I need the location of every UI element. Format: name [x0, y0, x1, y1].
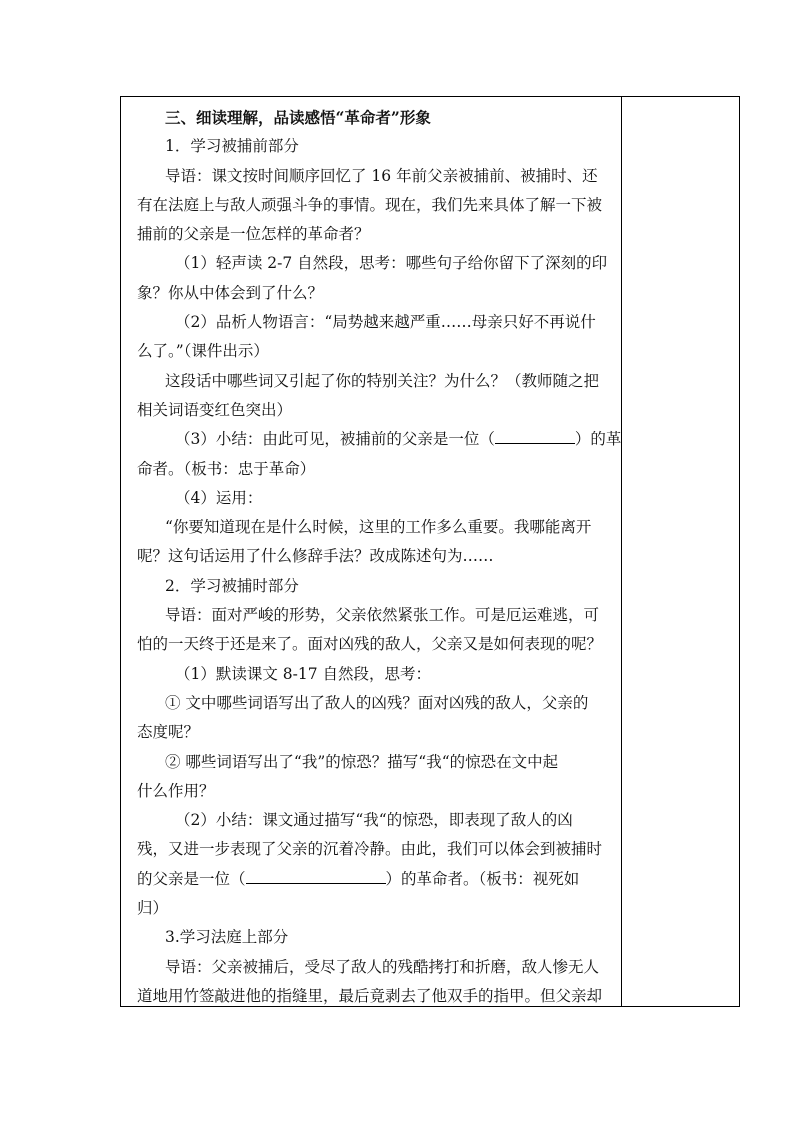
paragraph-line: 态度呢？: [137, 723, 200, 742]
paragraph-line: ② 哪些词语写出了“我”的惊恐？描写“我“的惊恐在文中起: [165, 752, 559, 771]
paragraph-line: 残，又进一步表现了父亲的沉着冷静。由此，我们可以体会到被捕时: [137, 840, 603, 859]
paragraph-line: “你要知道现在是什么时候，这里的工作多么重要。我哪能离开: [165, 518, 592, 537]
fill-blank-line: [137, 865, 619, 894]
paragraph-line: 怕的一天终于还是来了。面对凶残的敌人，父亲又是如何表现的呢？: [137, 635, 603, 654]
paragraph-line: 这段话中哪些词又引起了你的特别关注？为什么？（教师随之把: [165, 371, 600, 390]
blank-suffix: ）的革: [574, 430, 622, 449]
paragraph-line: （1）轻声读 2-7 自然段，思考：哪些句子给你留下了深刻的印: [175, 254, 608, 273]
paragraph-line: ① 文中哪些词语写出了敌人的凶残？面对凶残的敌人，父亲的: [165, 693, 589, 712]
paragraph-line: 什么作用？: [137, 781, 215, 800]
paragraph-line: 有在法庭上与敌人顽强斗争的事情。现在，我们先来具体了解一下被: [137, 195, 603, 214]
paragraph-line: （1）默读课文 8-17 自然段，思考：: [175, 664, 432, 683]
paragraph-line: 捕前的父亲是一位怎样的革命者？: [137, 225, 370, 244]
subsection-title: 1．学习被捕前部分: [165, 137, 299, 156]
blank-underline: [246, 866, 386, 884]
lesson-content: [137, 103, 622, 1011]
subsection-title: 3.学习法庭上部分: [165, 928, 289, 947]
paragraph-line: 命者。（板书：忠于革命）: [137, 459, 316, 478]
blank-suffix: ）的革命者。（板书：视死如: [385, 869, 580, 888]
paragraph-line: 呢？这句话运用了什么修辞手法？改成陈述句为……: [137, 547, 494, 566]
blank-prefix: 的父亲是一位（: [137, 869, 246, 888]
column-divider: [621, 97, 622, 1006]
blank-underline: [495, 426, 575, 444]
paragraph-line: （2）品析人物语言：“局势越来越严重……母亲只好不再说什: [175, 313, 596, 332]
paragraph-line: 相关词语变红色突出）: [137, 400, 293, 419]
subsection-title: 2．学习被捕时部分: [165, 576, 299, 595]
fill-blank-line: [137, 425, 622, 454]
paragraph-line: （4）运用：: [175, 488, 263, 507]
paragraph-line: 导语：父亲被捕后，受尽了敌人的残酷拷打和折磨，敌人惨无人: [165, 957, 600, 976]
lesson-table: [120, 96, 740, 1007]
paragraph-line: 导语：面对严峻的形势，父亲依然紧张工作。可是厄运难逃，可: [165, 606, 600, 625]
paragraph-line: 归）: [137, 899, 169, 918]
paragraph-line: 么了。”（课件出示）: [137, 342, 269, 361]
paragraph-line: （2）小结：课文通过描写“我“的惊恐，即表现了敌人的凶: [175, 811, 573, 830]
section-heading: 三、细读理解，品读感悟“革命者”形象: [165, 108, 431, 127]
paragraph-line: 象？你从中体会到了什么？: [137, 283, 324, 302]
blank-prefix: （3）小结：由此可见，被捕前的父亲是一位（: [175, 430, 495, 449]
paragraph-line: 道地用竹签敲进他的指缝里，最后竟剥去了他双手的指甲。但父亲却: [137, 986, 603, 1005]
paragraph-line: 导语：课文按时间顺序回忆了 16 年前父亲被捕前、被捕时、还: [165, 166, 598, 185]
